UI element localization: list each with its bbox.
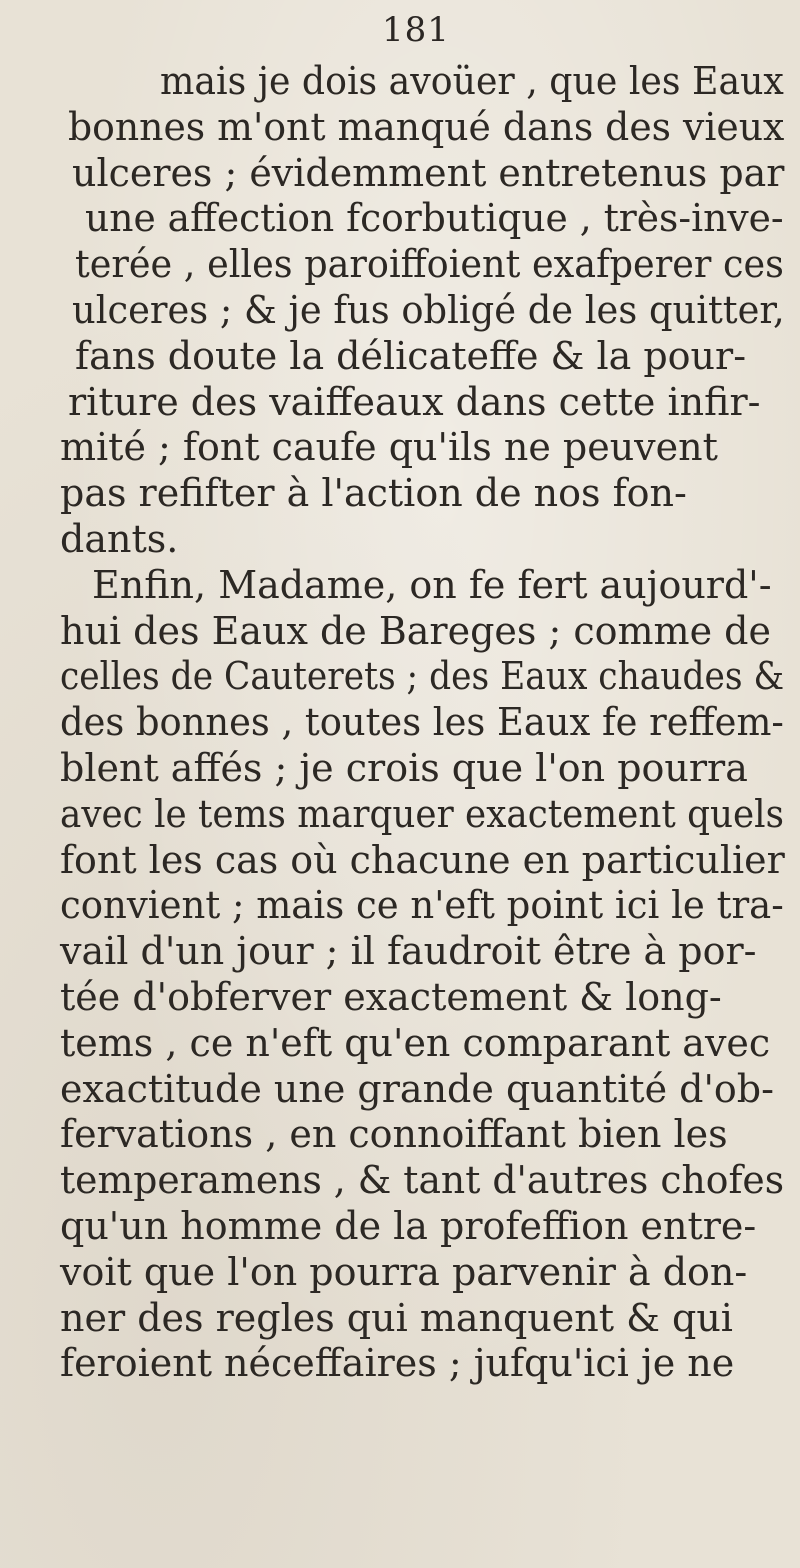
text-line: des bonnes , toutes les Eaux fe reffem- (60, 700, 784, 744)
text-line: tems , ce n'eft qu'en comparant avec (60, 1021, 771, 1065)
text-line: convient ; mais ce n'eft point ici le tra- (60, 883, 784, 927)
text-line: tée d'obferver exactement & long- (60, 975, 722, 1019)
text-line: celles de Cauterets ; des Eaux chaudes & (60, 654, 785, 698)
text-line: ner des regles qui manquent & qui (60, 1296, 733, 1340)
text-line: dants. (60, 517, 179, 561)
text-line: voit que l'on pourra parvenir à don- (60, 1250, 748, 1294)
text-line: mais je dois avoüer , que les Eaux (160, 59, 784, 103)
text-line: vail d'un jour ; il faudroit être à por- (60, 929, 757, 973)
text-line: mité ; font caufe qu'ils ne peuvent (60, 425, 718, 469)
text-line: ulceres ; évidemment entretenus par (72, 151, 785, 195)
text-line: ulceres ; & je fus obligé de les quitter, (72, 288, 785, 332)
text-line: hui des Eaux de Bareges ; comme de (60, 609, 771, 653)
text-line: avec le tems marquer exactement quels (60, 792, 784, 836)
text-line: font les cas où chacune en particulier (60, 838, 785, 882)
page-number: 181 (382, 10, 450, 50)
text-line: pas refifter à l'action de nos fon- (60, 471, 687, 515)
text-line: terée , elles paroiffoient exafperer ces (75, 242, 784, 286)
text-line: exactitude une grande quantité d'ob- (60, 1067, 774, 1111)
text-line: qu'un homme de la profeffion entre- (60, 1204, 757, 1248)
text-line: blent affés ; je crois que l'on pourra (60, 746, 748, 790)
text-line: riture des vaiffeaux dans cette infir- (68, 380, 761, 424)
text-line: Enfin, Madame, on fe fert aujourd'- (92, 563, 772, 607)
text-line: une affection fcorbutique , très-inve- (85, 196, 784, 240)
text-line: bonnes m'ont manqué dans des vieux (68, 105, 785, 149)
text-line: fervations , en connoiffant bien les (60, 1112, 728, 1156)
text-line: temperamens , & tant d'autres chofes (60, 1158, 785, 1202)
text-line: fans doute la délicateffe & la pour- (75, 334, 747, 378)
text-line: feroient néceffaires ; jufqu'ici je ne (60, 1341, 735, 1385)
